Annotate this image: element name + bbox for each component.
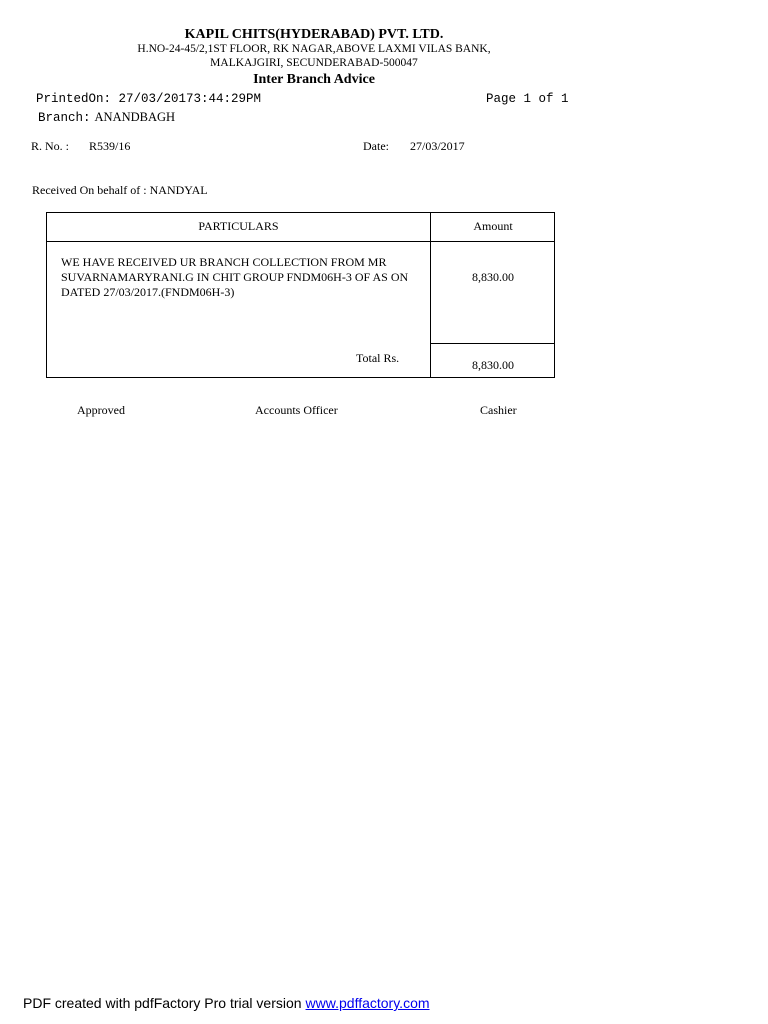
- line-amount: 8,830.00: [472, 270, 514, 284]
- document-title: Inter Branch Advice: [253, 72, 375, 87]
- page-number: Page 1 of 1: [486, 92, 569, 106]
- signature-accounts-officer: Accounts Officer: [255, 403, 338, 417]
- receipt-number-label: R. No. :: [31, 139, 70, 153]
- company-address-line-1: H.NO-24-45/2,1ST FLOOR, RK NAGAR,ABOVE LAXMI VILAS BANK,: [137, 43, 491, 55]
- column-divider: [430, 213, 431, 377]
- date-label: Date:: [363, 139, 389, 153]
- total-divider: [430, 343, 554, 344]
- signature-approved: Approved: [77, 403, 125, 417]
- particulars-description: WE HAVE RECEIVED UR BRANCH COLLECTION FROM MR SUVARNAMARYRANI.G IN CHIT GROUP FNDM06H-3 OF AS ON DATED 27/03/2017.(FNDM06H-3): [61, 255, 409, 299]
- receipt-number-value: R539/16: [89, 139, 131, 153]
- company-name: KAPIL CHITS(HYDERABAD) PVT. LTD.: [184, 27, 444, 42]
- pdffactory-link[interactable]: www.pdffactory.com: [305, 995, 430, 1011]
- signature-cashier: Cashier: [480, 403, 517, 417]
- header-divider: [47, 241, 554, 242]
- branch-label: Branch:: [38, 111, 91, 125]
- received-on-behalf: Received On behalf of : NANDYAL: [32, 183, 208, 197]
- pdf-footer: [23, 995, 430, 1011]
- footer-text: PDF created with pdfFactory Pro trial version: [23, 995, 302, 1011]
- particulars-table: [46, 212, 555, 378]
- branch-row: [38, 108, 175, 126]
- company-address-line-2: MALKAJGIRI, SECUNDERABAD-500047: [210, 57, 418, 69]
- printed-on: PrintedOn: 27/03/20173:44:29PM: [36, 92, 262, 106]
- date-value: 27/03/2017: [410, 139, 465, 153]
- column-header-amount: Amount: [473, 219, 513, 233]
- total-label: Total Rs.: [356, 351, 400, 365]
- column-header-particulars: PARTICULARS: [198, 219, 279, 233]
- total-amount: 8,830.00: [472, 358, 514, 372]
- branch-value: ANANDBAGH: [94, 110, 176, 124]
